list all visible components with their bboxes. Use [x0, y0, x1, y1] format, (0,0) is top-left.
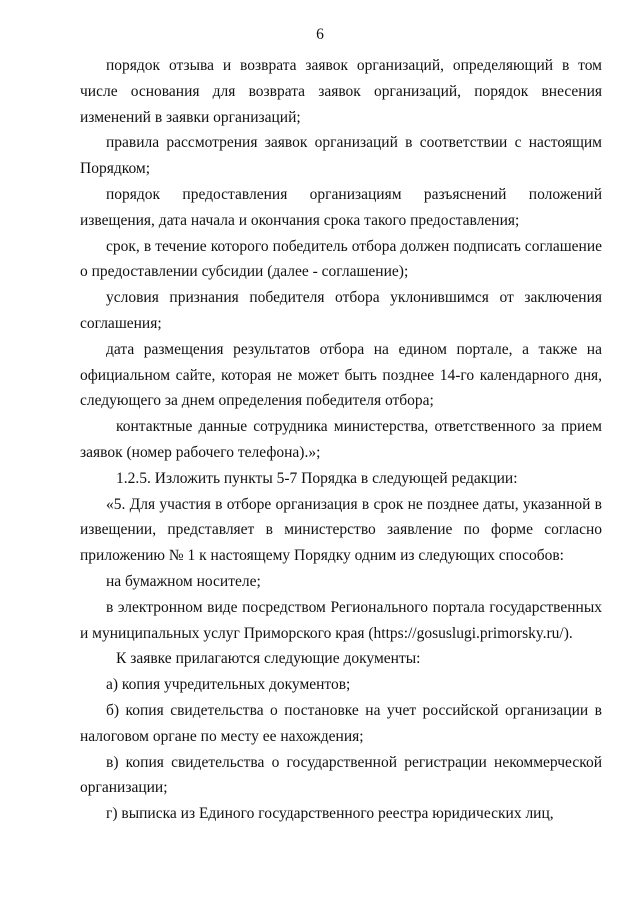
paragraph-paper-form: на бумажном носителе; [106, 572, 261, 590]
paragraph-amendment-1-2-5: 1.2.5. Изложить пункты 5-7 Порядка в следующей редакции: [116, 469, 518, 487]
list-item-g: г) выписка из Единого государственного реестра юридических лиц, [106, 805, 554, 823]
paragraph-review-rules: правила рассмотрения заявок организаций в соответствии с настоящим Порядком; [80, 134, 602, 178]
list-item-a: а) копия учредительных документов; [106, 676, 351, 694]
paragraph-evasion-conditions: условия признания победителя отбора уклонившимся от заключения соглашения; [80, 289, 602, 332]
paragraph-electronic-form: в электронном виде посредством Регионального портала государственных и муниципальных услуг Приморского края (https://gosuslugi.primorsky.ru/). [80, 598, 602, 642]
paragraph-clarifications: порядок предоставления организациям разъяснений положений извещения, дата начала и окончания срока такого предоставления; [80, 185, 602, 229]
paragraph-item-5: «5. Для участия в отборе организация в срок не позднее даты, указанной в извещении, представляет в министерство заявление по форме согласно приложению № 1 к настоящему Порядку одним из следующих способов: [80, 495, 602, 565]
page-number: 6 [316, 26, 324, 43]
paragraph-signing-deadline: срок, в течение которого победитель отбора должен подписать соглашение о предоставлении субсидии (далее - соглашение); [80, 237, 602, 281]
paragraph-attached-documents: К заявке прилагаются следующие документы: [116, 650, 421, 668]
document-body [80, 53, 602, 827]
paragraph-results-publication: дата размещения результатов отбора на едином портале, а также на официальном сайте, которая не может быть позднее 14-го календарного дня, следующего за днем определения победителя отбора; [80, 340, 602, 410]
paragraph-contact-data: контактные данные сотрудника министерства, ответственного за прием заявок (номер рабочего телефона).»; [80, 418, 602, 461]
list-item-b: б) копия свидетельства о постановке на учет российской организации в налоговом органе по месту ее нахождения; [80, 701, 602, 745]
paragraph-withdrawal-procedure: порядок отзыва и возврата заявок организаций, определяющий в том числе основания для возврата заявок организаций, порядок внесения изменений в заявки организаций; [80, 57, 602, 126]
list-item-v: в) копия свидетельства о государственной регистрации некоммерческой организации; [80, 753, 602, 797]
